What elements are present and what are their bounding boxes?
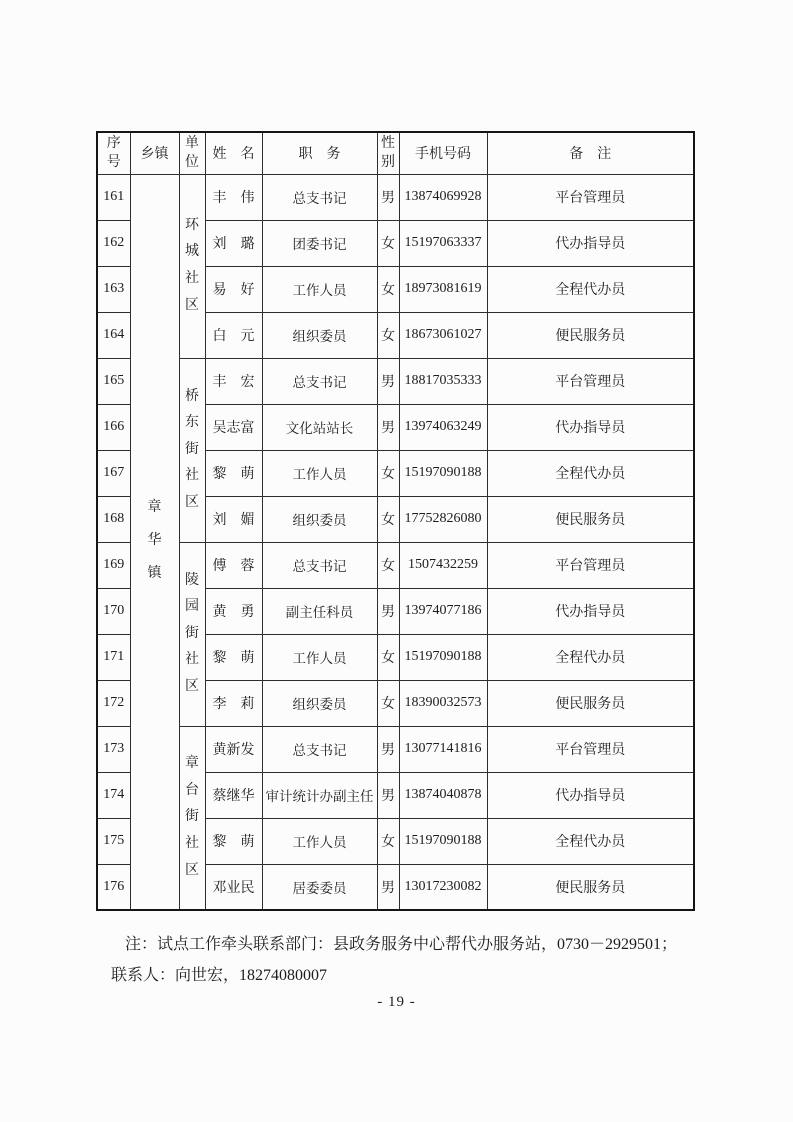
gender-cell: 女 (377, 496, 399, 542)
remark-cell: 便民服务员 (487, 312, 694, 358)
position-cell: 工作人员 (262, 450, 377, 496)
row-number-cell: 167 (97, 450, 130, 496)
remark-cell: 代办指导员 (487, 772, 694, 818)
row-number-cell: 175 (97, 818, 130, 864)
gender-cell: 男 (377, 772, 399, 818)
gender-cell: 男 (377, 864, 399, 910)
header-township (130, 132, 179, 174)
row-number-cell: 165 (97, 358, 130, 404)
phone-cell: 17752826080 (399, 496, 487, 542)
name-cell: 黎 萌 (205, 450, 262, 496)
header-name (205, 132, 262, 174)
name-cell: 易 好 (205, 266, 262, 312)
table-row (97, 174, 694, 220)
position-cell: 审计统计办副主任 (262, 772, 377, 818)
header-row (97, 132, 694, 174)
remark-cell: 平台管理员 (487, 174, 694, 220)
phone-cell: 13017230082 (399, 864, 487, 910)
remark-cell: 全程代办员 (487, 634, 694, 680)
name-cell: 吴志富 (205, 404, 262, 450)
header-position-label: 职 务 (298, 147, 341, 163)
unit-cell (179, 542, 205, 726)
row-number-cell: 174 (97, 772, 130, 818)
position-cell: 居委委员 (262, 864, 377, 910)
position-cell: 副主任科员 (262, 588, 377, 634)
remark-cell: 全程代办员 (487, 450, 694, 496)
row-number-cell: 168 (97, 496, 130, 542)
footnote (97, 929, 705, 991)
unit-cell (179, 726, 205, 910)
remark-cell: 代办指导员 (487, 220, 694, 266)
gender-cell: 女 (377, 542, 399, 588)
gender-cell: 男 (377, 588, 399, 634)
position-cell: 组织委员 (262, 680, 377, 726)
phone-cell: 1507432259 (399, 542, 487, 588)
position-cell: 工作人员 (262, 634, 377, 680)
position-cell: 组织委员 (262, 496, 377, 542)
row-number-cell: 170 (97, 588, 130, 634)
row-number-cell: 166 (97, 404, 130, 450)
phone-cell: 13974077186 (399, 588, 487, 634)
remark-cell: 全程代办员 (487, 818, 694, 864)
position-cell: 总支书记 (262, 174, 377, 220)
gender-cell: 男 (377, 174, 399, 220)
name-cell: 丰 伟 (205, 174, 262, 220)
name-cell: 蔡继华 (205, 772, 262, 818)
row-number-cell: 169 (97, 542, 130, 588)
phone-cell: 18973081619 (399, 266, 487, 312)
roster-table (96, 131, 695, 911)
row-number-cell: 171 (97, 634, 130, 680)
table-row (97, 542, 694, 588)
gender-cell: 男 (377, 358, 399, 404)
remark-cell: 便民服务员 (487, 680, 694, 726)
phone-cell: 15197090188 (399, 450, 487, 496)
row-number-cell: 162 (97, 220, 130, 266)
phone-cell: 18390032573 (399, 680, 487, 726)
position-cell: 总支书记 (262, 726, 377, 772)
remark-cell: 代办指导员 (487, 588, 694, 634)
name-cell: 刘 璐 (205, 220, 262, 266)
position-cell: 工作人员 (262, 266, 377, 312)
note-line-1: 注：试点工作牵头联系部门：县政务服务中心帮代办服务站，0730－2929501； (125, 936, 678, 953)
township-cell (130, 174, 179, 910)
header-remark (487, 132, 694, 174)
header-unit (179, 132, 205, 174)
remark-cell: 代办指导员 (487, 404, 694, 450)
header-position (262, 132, 377, 174)
unit-label: 陵园街社区 (184, 572, 199, 694)
header-no (97, 132, 130, 174)
gender-cell: 女 (377, 680, 399, 726)
note-line-2: 联系人：向世宏，18274080007 (111, 967, 328, 984)
phone-cell: 13874040878 (399, 772, 487, 818)
gender-cell: 女 (377, 266, 399, 312)
gender-cell: 女 (377, 818, 399, 864)
row-number-cell: 164 (97, 312, 130, 358)
header-township-label: 乡镇 (140, 147, 169, 163)
remark-cell: 平台管理员 (487, 542, 694, 588)
position-cell: 文化站站长 (262, 404, 377, 450)
remark-cell: 便民服务员 (487, 864, 694, 910)
phone-cell: 15197063337 (399, 220, 487, 266)
header-unit-label: 单位 (184, 135, 199, 171)
header-gender-label: 性别 (380, 135, 395, 171)
phone-cell: 13077141816 (399, 726, 487, 772)
gender-cell: 男 (377, 726, 399, 772)
gender-cell: 女 (377, 220, 399, 266)
phone-cell: 18673061027 (399, 312, 487, 358)
name-cell: 丰 宏 (205, 358, 262, 404)
unit-cell (179, 358, 205, 542)
phone-cell: 13974063249 (399, 404, 487, 450)
remark-cell: 平台管理员 (487, 726, 694, 772)
name-cell: 傅 蓉 (205, 542, 262, 588)
name-cell: 白 元 (205, 312, 262, 358)
remark-cell: 全程代办员 (487, 266, 694, 312)
unit-label: 桥东街社区 (184, 388, 199, 510)
header-remark-label: 备 注 (569, 147, 612, 163)
township-label: 章华镇 (147, 500, 162, 582)
phone-cell: 15197090188 (399, 818, 487, 864)
name-cell: 黎 萌 (205, 818, 262, 864)
header-name-label: 姓 名 (212, 147, 255, 163)
phone-cell: 13874069928 (399, 174, 487, 220)
position-cell: 组织委员 (262, 312, 377, 358)
row-number-cell: 172 (97, 680, 130, 726)
row-number-cell: 173 (97, 726, 130, 772)
header-phone (399, 132, 487, 174)
table-row (97, 358, 694, 404)
header-phone-label: 手机号码 (415, 147, 471, 163)
gender-cell: 女 (377, 450, 399, 496)
page-number: - 19 - (377, 994, 416, 1010)
name-cell: 黄新发 (205, 726, 262, 772)
table-row (97, 726, 694, 772)
name-cell: 邓业民 (205, 864, 262, 910)
position-cell: 总支书记 (262, 542, 377, 588)
position-cell: 工作人员 (262, 818, 377, 864)
name-cell: 黄 勇 (205, 588, 262, 634)
unit-label: 环城社区 (184, 217, 199, 313)
row-number-cell: 161 (97, 174, 130, 220)
name-cell: 黎 萌 (205, 634, 262, 680)
gender-cell: 女 (377, 312, 399, 358)
unit-label: 章台街社区 (184, 756, 199, 878)
phone-cell: 15197090188 (399, 634, 487, 680)
header-no-label: 序号 (106, 135, 121, 171)
name-cell: 李 莉 (205, 680, 262, 726)
unit-cell (179, 174, 205, 358)
row-number-cell: 176 (97, 864, 130, 910)
name-cell: 刘 媚 (205, 496, 262, 542)
remark-cell: 便民服务员 (487, 496, 694, 542)
row-number-cell: 163 (97, 266, 130, 312)
remark-cell: 平台管理员 (487, 358, 694, 404)
gender-cell: 女 (377, 634, 399, 680)
position-cell: 团委书记 (262, 220, 377, 266)
gender-cell: 男 (377, 404, 399, 450)
phone-cell: 18817035333 (399, 358, 487, 404)
header-gender (377, 132, 399, 174)
position-cell: 总支书记 (262, 358, 377, 404)
